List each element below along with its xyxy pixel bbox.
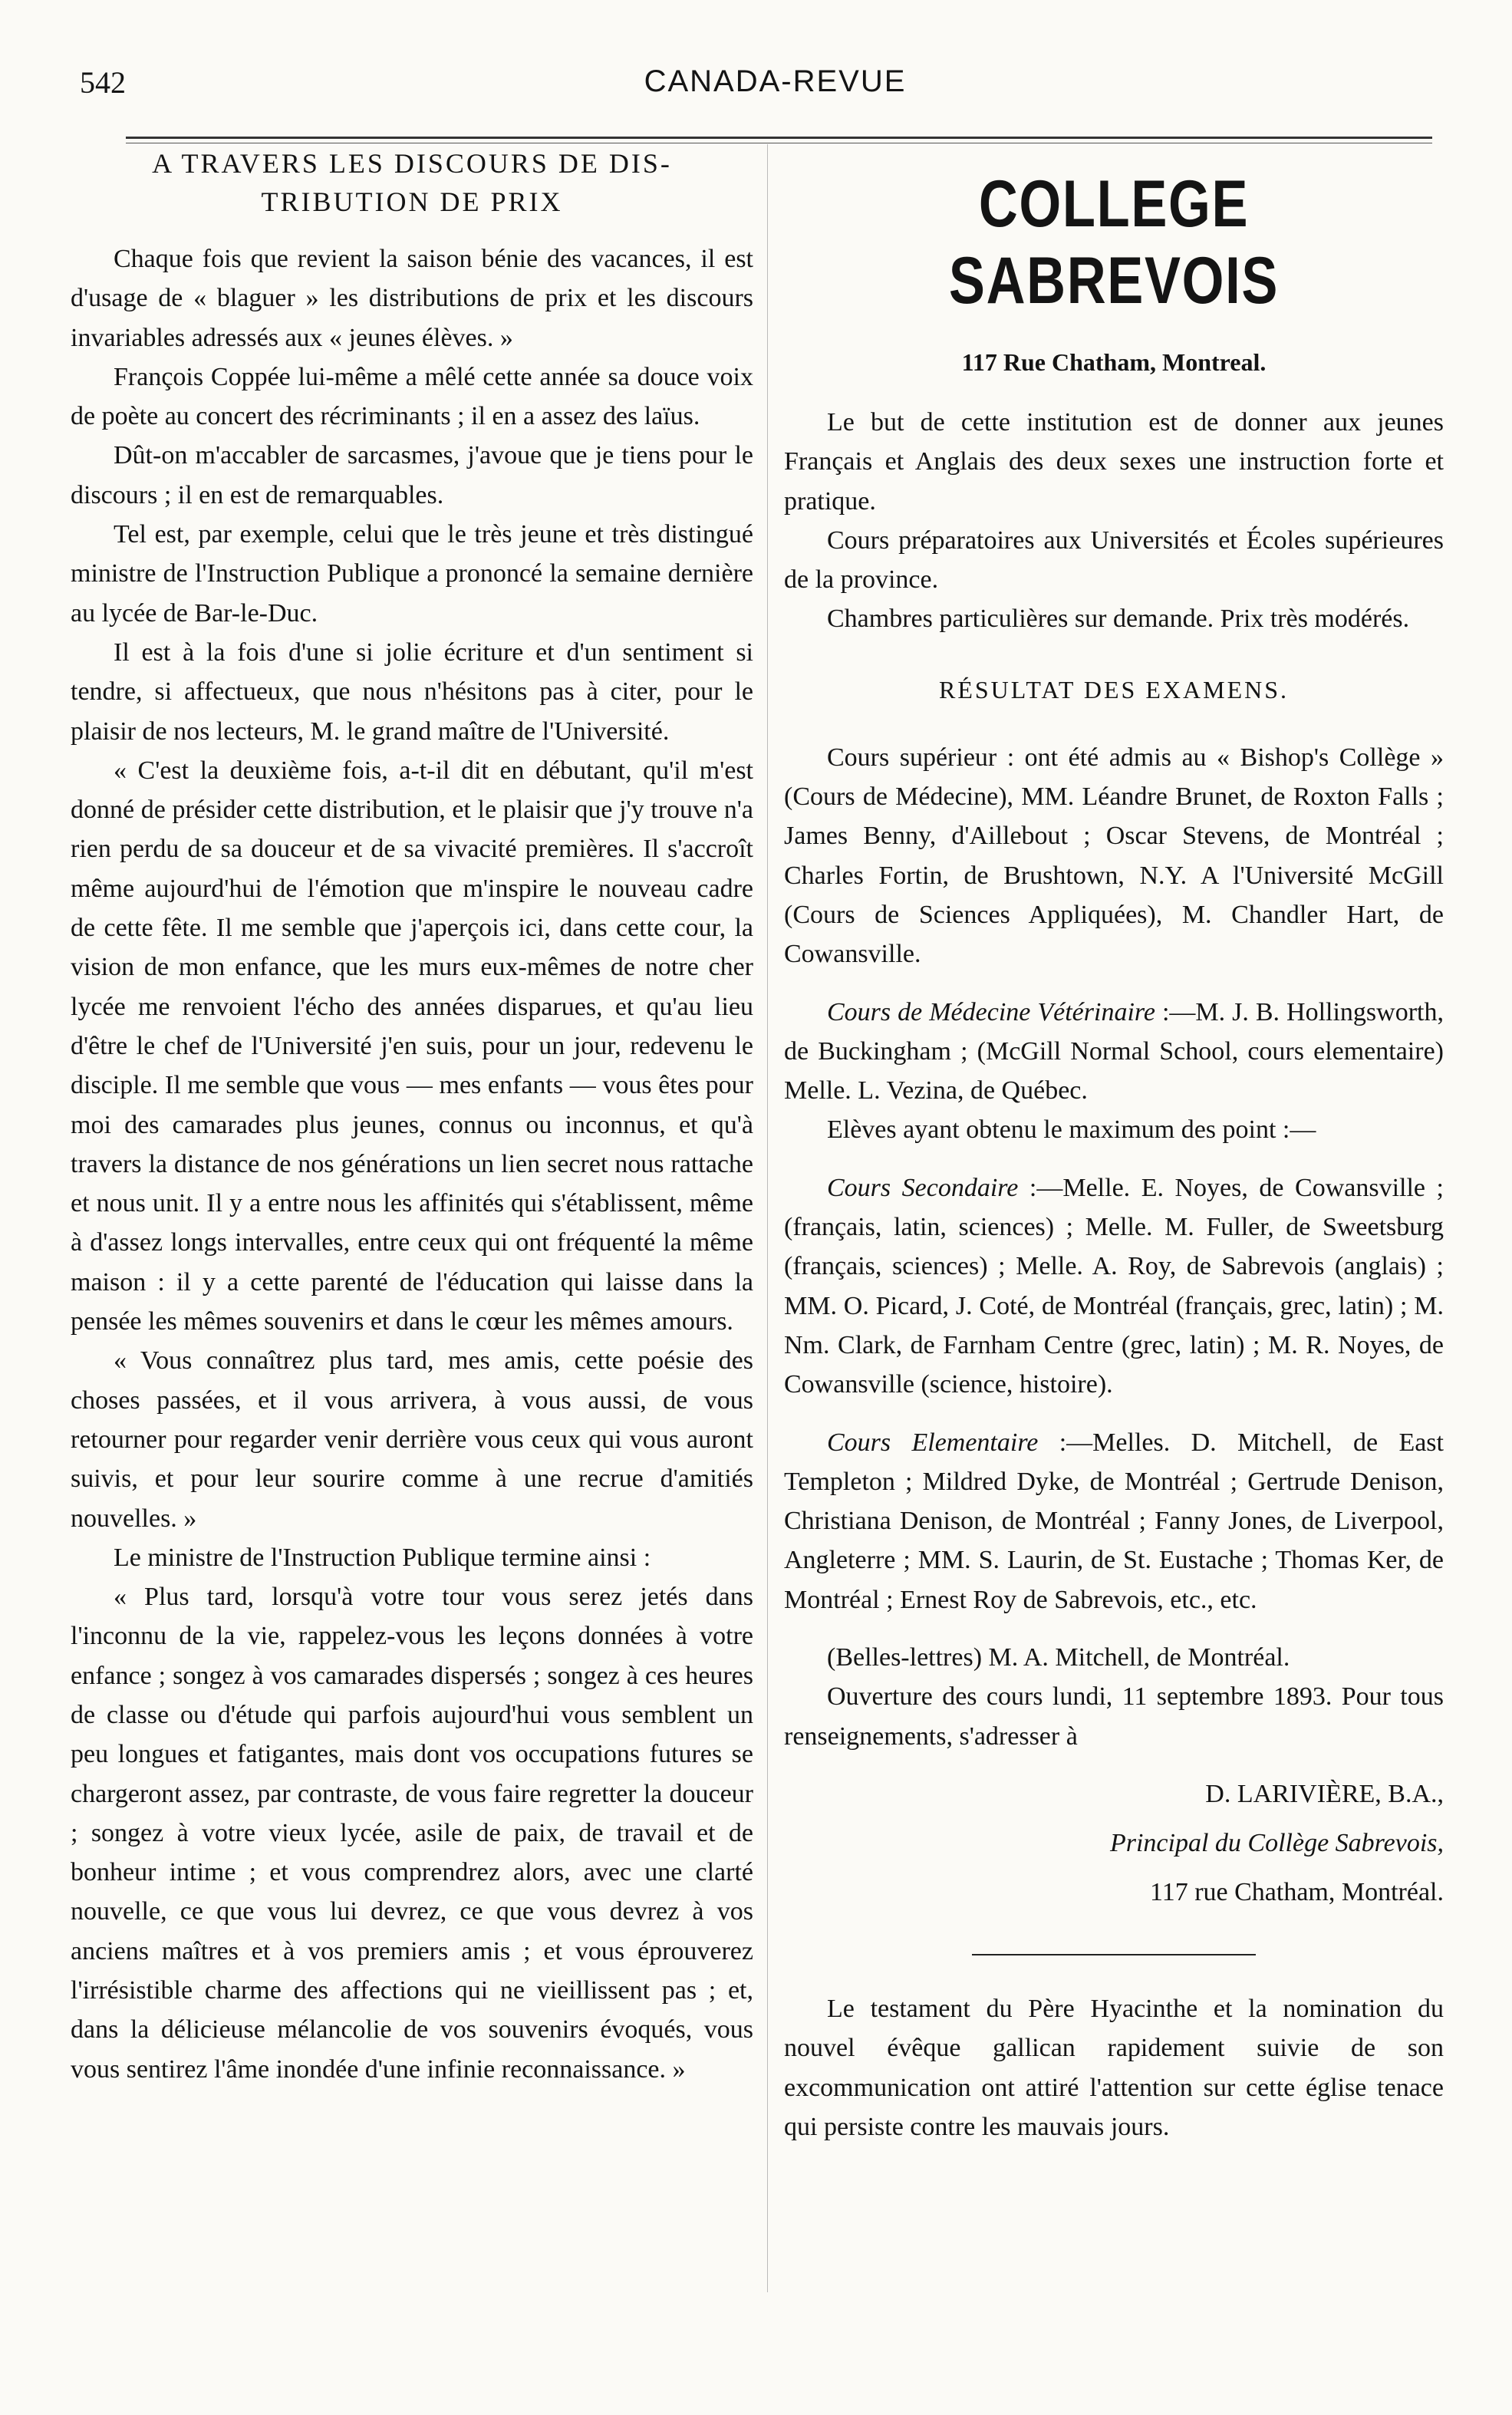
course-label: Cours Elementaire [827,1428,1039,1457]
signature-address: 117 rue Chatham, Montréal. [1149,1877,1444,1906]
advert-paragraph: Le but de cette institution est de donner aux jeunes Français et Anglais des deux sexes une instruction forte et pratique. [784,408,1444,516]
advert-column [784,144,1444,2146]
signature-title: Principal du Collège Sabrevois, [1109,1828,1444,1857]
running-head [80,64,1432,110]
journal-title: CANADA-REVUE [644,64,907,98]
course-label: Cours Secondaire [827,1173,1019,1202]
article-title-line: A TRAVERS LES DISCOURS DE DIS- [152,148,672,179]
article-title-line: TRIBUTION DE PRIX [261,186,563,217]
results-title: RÉSULTAT DES EXAMENS. [938,675,1290,703]
article-paragraph: « Plus tard, lorsqu'à votre tour vous serez jetés dans l'inconnu de la vie, rappelez-vous les leçons données à votre enfance ; songez à vos camarades dispersés ; songez à ces heures de classe ou d'étude qui parfois aujourd'hui vous semblent un peu longues et fatigantes, mais dont vos occupations futures se chargeront assez, par contraste, de vous faire regretter la douceur ; songez à votre vieux lycée, asile de paix, de travail et de bonheur intime ; et vous comprendrez alors, avec une clarté nouvelle, ce que vous lui devrez, ce que vous devrez à vos anciens maîtres et à vos premiers amis ; et vous éprouverez l'irrésistible charme des affections qui ne vieillissent pas ; et, dans la délicieuse mélancolie de vos souvenirs évoqués, vous vous sentirez l'âme inondée d'une infinie reconnaissance. » [71,1583,753,2084]
column-divider [767,144,768,2292]
signature-block [784,1770,1444,1917]
header-rule [126,137,1432,139]
article-title [71,144,753,221]
course-results: :—Melles. D. Mitchell, de East Templeton ; Mildred Dyke, de Montréal ; Gertrude Denison, Christiana Denison, de Montréal ; Fanny Jones, de Liverpool, Angleterre ; MM. S. Laurin, de St. Eustache ; Thomas Ker, de Montréal ; Ernest Roy de Sabrevois, etc., etc. [784,1428,1444,1614]
article-column [71,144,753,2089]
article-paragraph: Tel est, par exemple, celui que le très jeune et très distingué ministre de l'Instruction Publique a prononcé la semaine dernière au lycée de Bar-le-Duc. [71,520,753,628]
results-paragraph: Cours supérieur : ont été admis au « Bishop's Collège » (Cours de Médecine), MM. Léandre Brunet, de Roxton Falls ; James Benny, d'Aillebout ; Oscar Stevens, de Montréal ; Charles Fortin, de Brushtown, N.Y. A l'Université McGill (Cours de Sciences Appliquées), M. Chandler Hart, de Cowansville. [784,743,1444,969]
article-paragraph: « Vous connaîtrez plus tard, mes amis, cette poésie des choses passées, et il vous arrivera, à vous aussi, de vous retourner pour regarder venir derrière vous ceux qui vous auront suivis, et pour leur sourire comme à une recrue d'amitiés nouvelles. » [71,1346,753,1533]
college-name: COLLEGE SABREVOIS [948,167,1280,318]
article-paragraph: François Coppée lui-même a mêlé cette année sa douce voix de poète au concert des récriminants ; il en a assez des laïus. [71,362,753,431]
opening-paragraph: Ouverture des cours lundi, 11 septembre 1893. Pour tous renseignements, s'adresser à [784,1682,1444,1751]
college-address: 117 Rue Chatham, Montreal. [961,348,1267,376]
results-paragraph: (Belles-lettres) M. A. Mitchell, de Montréal. [827,1643,1290,1672]
advert-paragraph: Chambres particulières sur demande. Prix très modérés. [827,605,1410,634]
course-label: Cours de Médecine Vétérinaire [827,997,1155,1026]
article-paragraph: Chaque fois que revient la saison bénie des vacances, il est d'usage de « blaguer » les distributions de prix et les discours invariables adressés aux « jeunes élèves. » [71,245,753,352]
course-results: :—Melle. E. Noyes, de Cowansville ; (français, latin, sciences) ; Melle. M. Fuller, de Sweetsburg (français, sciences) ; Melle. A. Roy, de Sabrevois (anglais) ; MM. O. Picard, J. Coté, de Montréal (français, grec, latin) ; M. Nm. Clark, de Farnham Centre (grec, latin) ; M. R. Noyes, de Cowansville (science, histoire). [784,1173,1444,1399]
article-paragraph: « C'est la deuxième fois, a-t-il dit en débutant, qu'il m'est donné de présider cette distribution, et le plaisir que j'y trouve n'a rien perdu de sa douceur et de sa vivacité premières. Il s'accroît même aujourd'hui de l'émotion que m'inspire le nouveau cadre de cette fête. Il me semble que j'aperçois ici, dans cette cour, la vision de mon enfance, que les murs eux-mêmes de notre cher lycée me renvoient l'écho des années disparues, et qu'au lieu d'être le chef de l'Université j'en suis, pour un jour, redevenu le disciple. Il me semble que vous — mes enfants — vous êtes pour moi des camarades plus jeunes, connus ou inconnus, et qu'à travers la distance de nos générations un lien secret nous rattache et nous unit. Il y a entre nous les affinités qui s'établissent, même à d'assez longs intervalles, entre ceux qui ont fréquenté la même maison : il y a cette parenté de l'éducation qui laisse dans la pensée les mêmes souvenirs et dans le cœur les mêmes amours. [71,756,753,1336]
results-paragraph [784,1168,1444,1405]
signature-name: D. LARIVIÈRE, B.A., [1205,1779,1444,1808]
note-paragraph: Le testament du Père Hyacinthe et la nomination du nouvel évêque gallican rapidement suivie de son excommunication ont attiré l'attention sur cette église tenace qui persiste contre les mauvais jours. [784,1994,1444,2141]
page-number: 542 [80,65,126,100]
results-paragraph [784,993,1444,1111]
section-rule [972,1954,1256,1955]
article-paragraph: Dût-on m'accabler de sarcasmes, j'avoue que je tiens pour le discours ; il en est de remarquables. [71,441,753,509]
results-paragraph [784,1423,1444,1619]
course-results: :—M. J. B. Hollingsworth, de Buckingham ; (McGill Normal School, cours elementaire) Melle. L. Vezina, de Québec. [784,997,1444,1105]
advert-paragraph: Cours préparatoires aux Universités et Écoles supérieures de la province. [784,526,1444,595]
article-paragraph: Il est à la fois d'une si jolie écriture et d'un sentiment si tendre, si affectueux, que nous n'hésitons pas à citer, pour le plaisir de nos lecteurs, M. le grand maître de l'Université. [71,638,753,746]
article-paragraph: Le ministre de l'Instruction Publique termine ainsi : [114,1543,651,1572]
results-paragraph: Elèves ayant obtenu le maximum des point :— [827,1115,1316,1145]
